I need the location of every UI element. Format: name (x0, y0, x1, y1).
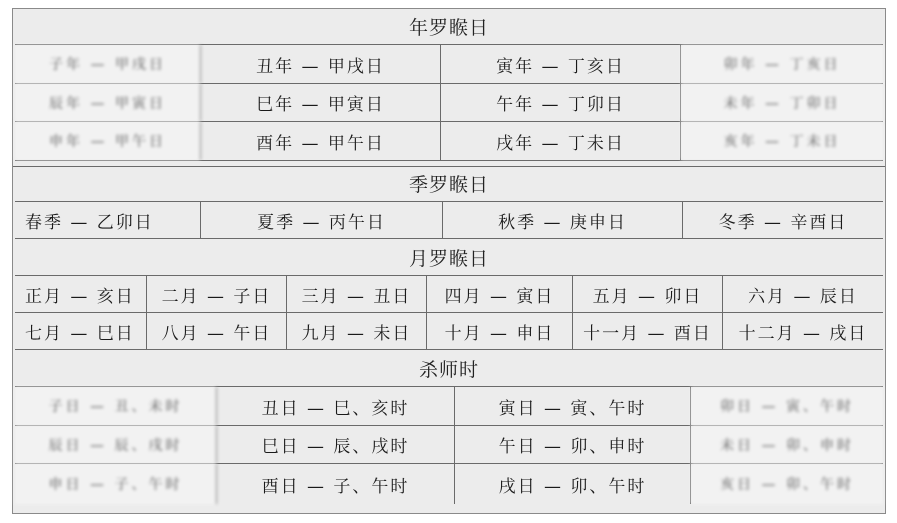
year-cell: 辰年 — 甲寅日 (15, 84, 201, 121)
killer-cell: 午日 — 卯、申时 (455, 426, 691, 463)
killer-cell: 子日 — 丑、未时 (15, 387, 217, 425)
year-cell: 未年 — 丁卯日 (681, 84, 883, 121)
killer-cell: 申日 — 子、午时 (15, 464, 217, 504)
year-cell: 酉年 — 甲午日 (201, 122, 441, 160)
month-cell: 二月 — 子日 (147, 276, 287, 312)
killer-row (15, 387, 883, 426)
killer-cell: 丑日 — 巳、亥时 (217, 387, 455, 425)
killer-row (15, 464, 883, 504)
month-cell: 十月 — 申日 (427, 313, 573, 349)
month-cell: 十二月 — 戌日 (738, 323, 868, 344)
month-cell: 正月 — 亥日 (15, 276, 147, 312)
killer-section-title: 杀师时 (15, 351, 883, 387)
season-cell: 秋季 — 庚申日 (443, 202, 683, 238)
year-cell: 子年 — 甲戌日 (15, 45, 201, 83)
month-cell: 七月 — 巳日 (15, 313, 147, 349)
killer-cell: 未日 — 卯、申时 (691, 426, 883, 463)
month-cell: 三月 — 丑日 (287, 276, 427, 312)
month-section (15, 240, 883, 350)
killer-row (15, 426, 883, 464)
month-section-title: 月罗睺日 (15, 240, 883, 276)
year-cell: 申年 — 甲午日 (15, 122, 201, 160)
month-cell: 十一月 — 酉日 (573, 313, 723, 349)
killer-section (15, 351, 883, 511)
killer-cell: 卯日 — 寅、午时 (691, 387, 883, 425)
year-section (15, 9, 883, 161)
month-row (15, 276, 883, 313)
year-row (15, 84, 883, 122)
killer-cell: 寅日 — 寅、午时 (455, 387, 691, 425)
killer-cell: 巳日 — 辰、戌时 (217, 426, 455, 463)
killer-cell: 辰日 — 辰、戌时 (15, 426, 217, 463)
year-cell: 巳年 — 甲寅日 (201, 84, 441, 121)
month-cell: 五月 — 卯日 (573, 276, 723, 312)
year-cell: 寅年 — 丁亥日 (441, 45, 681, 83)
month-cell: 九月 — 未日 (287, 313, 427, 349)
year-cell: 亥年 — 丁未日 (681, 122, 883, 160)
year-row (15, 122, 883, 161)
year-row (15, 45, 883, 84)
year-cell: 卯年 — 丁亥日 (681, 45, 883, 83)
season-section-title: 季罗睺日 (15, 166, 883, 202)
reference-table (12, 8, 886, 514)
year-section-title: 年罗睺日 (15, 9, 883, 45)
month-row (15, 313, 883, 350)
year-cell: 丑年 — 甲戌日 (201, 45, 441, 83)
season-row (15, 202, 883, 239)
month-cell: 八月 — 午日 (147, 313, 287, 349)
divider (13, 161, 885, 167)
year-cell: 戌年 — 丁未日 (441, 122, 681, 160)
killer-cell: 酉日 — 子、午时 (217, 464, 455, 504)
month-cell: 六月 — 辰日 (748, 286, 858, 307)
season-cell: 夏季 — 丙午日 (201, 202, 443, 238)
season-section (15, 166, 883, 239)
killer-cell: 戌日 — 卯、午时 (455, 464, 691, 504)
killer-cell: 亥日 — 卯、午时 (691, 464, 883, 504)
season-cell: 春季 — 乙卯日 (15, 202, 201, 238)
season-cell: 冬季 — 辛酉日 (718, 212, 848, 233)
year-cell: 午年 — 丁卯日 (441, 84, 681, 121)
month-cell: 四月 — 寅日 (427, 276, 573, 312)
